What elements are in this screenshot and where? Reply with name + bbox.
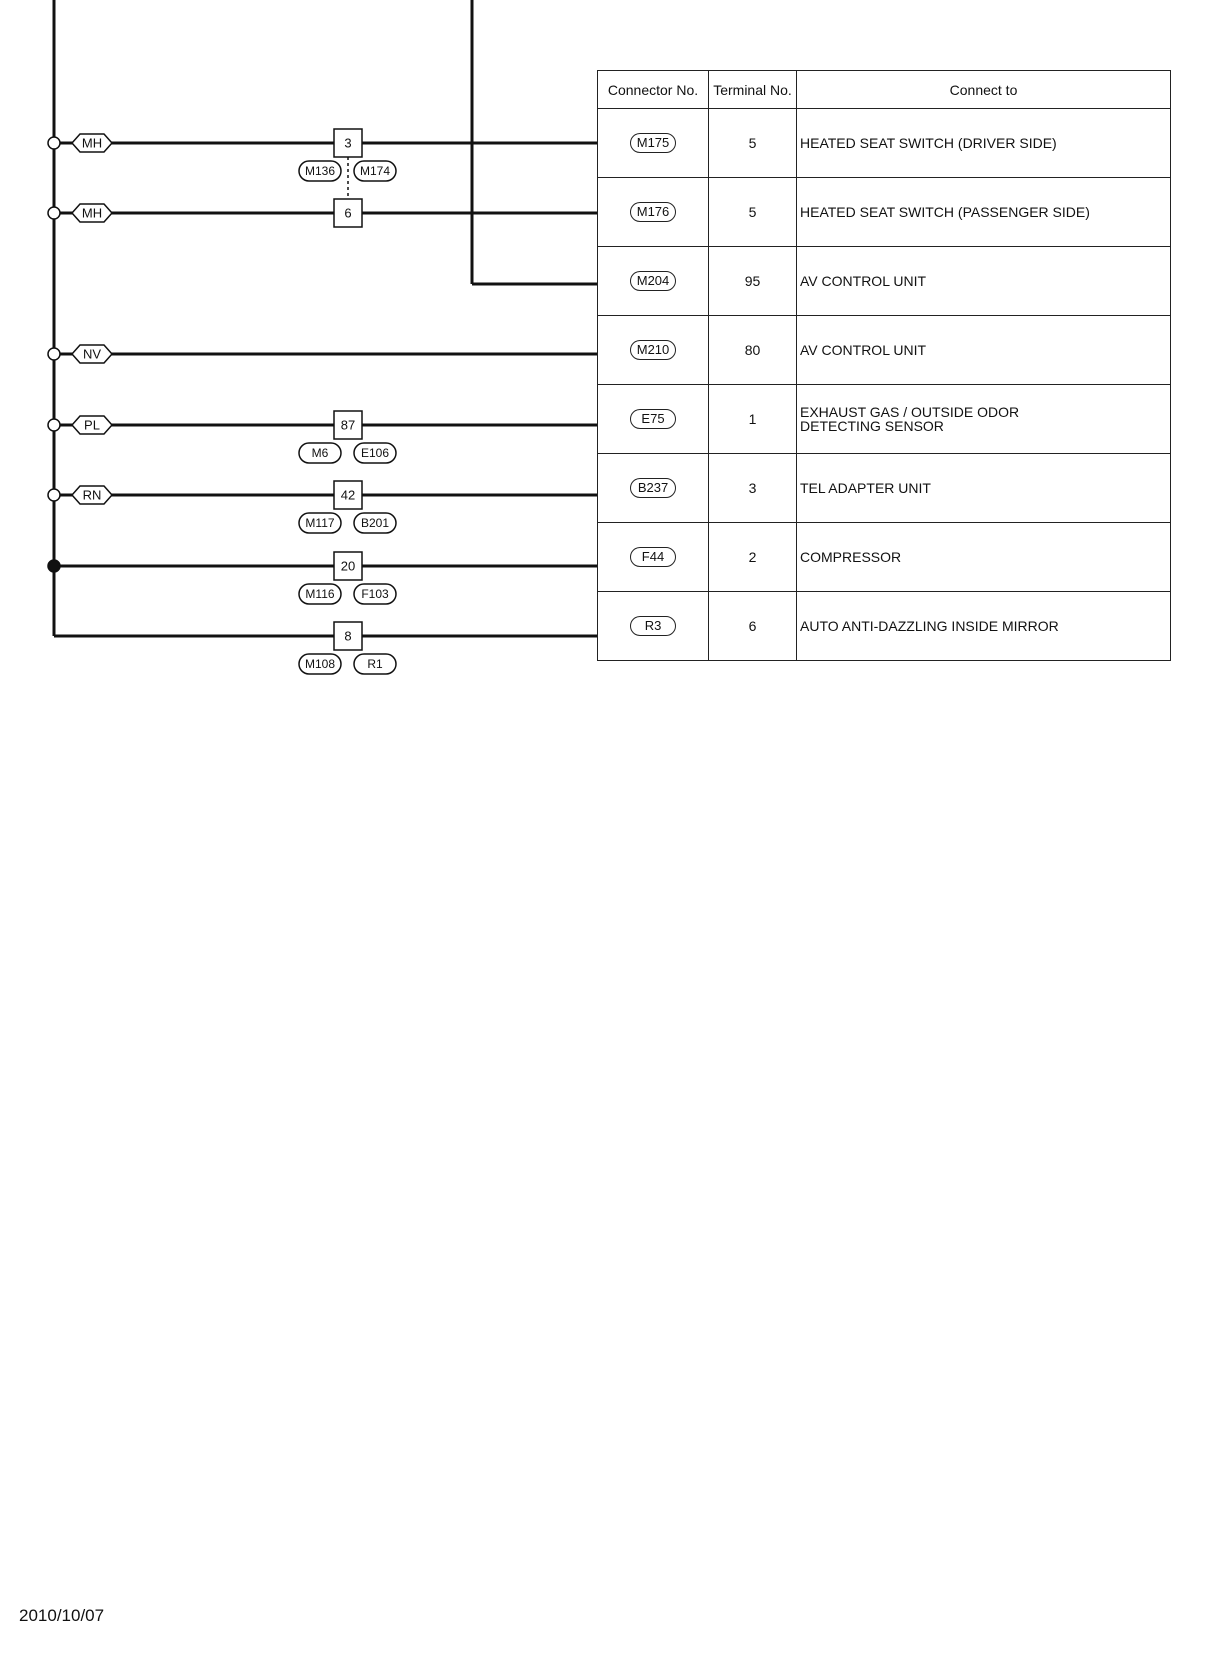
connect-to-cell: AV CONTROL UNIT (797, 316, 1171, 385)
terminal-number: 6 (344, 205, 352, 221)
connector-label: M204 (630, 271, 676, 291)
table-row (598, 523, 1171, 592)
header-connector-no: Connector No. (598, 71, 709, 109)
connector-cell (598, 247, 709, 316)
table-row (598, 109, 1171, 178)
connect-to-cell: COMPRESSOR (797, 523, 1171, 592)
wire-tag-label: RN (82, 487, 102, 503)
wire-tag-label: PL (84, 417, 100, 433)
inline-connector-label: F103 (361, 587, 389, 601)
connector-label: R3 (630, 616, 676, 636)
inline-connector-label: B201 (360, 516, 390, 530)
junction-node (48, 489, 60, 501)
table-row (598, 454, 1171, 523)
inline-connector-label: M6 (311, 446, 329, 460)
connector-cell (598, 109, 709, 178)
wire-tag-label: NV (82, 346, 102, 362)
connector-label: B237 (630, 478, 676, 498)
table-row (598, 592, 1171, 661)
inline-connector-label: M117 (305, 516, 335, 530)
inline-connector-label: M174 (359, 164, 391, 178)
junction-node (48, 348, 60, 360)
connector-table (597, 70, 1171, 661)
table-row (598, 385, 1171, 454)
footer-date: 2010/10/07 (19, 1606, 105, 1625)
inline-connector-label: E106 (360, 446, 390, 460)
junction-node (48, 419, 60, 431)
connect-to-cell: HEATED SEAT SWITCH (DRIVER SIDE) (797, 109, 1171, 178)
terminal-cell: 5 (709, 109, 797, 178)
terminal-number: 87 (340, 417, 356, 433)
table-row (598, 316, 1171, 385)
terminal-cell: 3 (709, 454, 797, 523)
terminal-number: 20 (340, 558, 356, 574)
terminal-number: 8 (344, 628, 352, 644)
connector-cell (598, 592, 709, 661)
connect-to-cell: EXHAUST GAS / OUTSIDE ODOR DETECTING SENSOR (797, 385, 1171, 454)
connect-to-cell: AV CONTROL UNIT (797, 247, 1171, 316)
header-connect-to: Connect to (797, 71, 1171, 109)
header-terminal-no: Terminal No. (709, 71, 797, 109)
terminal-number: 3 (344, 135, 352, 151)
connector-cell (598, 385, 709, 454)
terminal-cell: 80 (709, 316, 797, 385)
connect-to-cell: HEATED SEAT SWITCH (PASSENGER SIDE) (797, 178, 1171, 247)
junction-node (48, 137, 60, 149)
terminal-cell: 5 (709, 178, 797, 247)
connector-cell (598, 454, 709, 523)
inline-connector-label: R1 (367, 657, 383, 671)
connector-label: M176 (630, 202, 676, 222)
connector-cell (598, 178, 709, 247)
terminal-cell: 1 (709, 385, 797, 454)
wire-tag-label: MH (81, 205, 103, 221)
junction-node (48, 560, 60, 572)
connector-cell (598, 316, 709, 385)
inline-connector-label: M136 (304, 164, 336, 178)
terminal-cell: 2 (709, 523, 797, 592)
table-row (598, 247, 1171, 316)
connect-to-cell: TEL ADAPTER UNIT (797, 454, 1171, 523)
terminal-cell: 6 (709, 592, 797, 661)
table-header-row (598, 71, 1171, 109)
inline-connector-label: M116 (305, 587, 335, 601)
wire-tag-label: MH (81, 135, 103, 151)
terminal-number: 42 (340, 487, 356, 503)
connector-cell (598, 523, 709, 592)
connect-to-cell: AUTO ANTI-DAZZLING INSIDE MIRROR (797, 592, 1171, 661)
table-row (598, 178, 1171, 247)
terminal-cell: 95 (709, 247, 797, 316)
wiring-diagram (0, 0, 600, 700)
junction-node (48, 207, 60, 219)
connector-label: F44 (630, 547, 676, 567)
connector-label: E75 (630, 409, 676, 429)
connector-label: M210 (630, 340, 676, 360)
inline-connector-label: M108 (304, 657, 336, 671)
connector-label: M175 (630, 133, 676, 153)
